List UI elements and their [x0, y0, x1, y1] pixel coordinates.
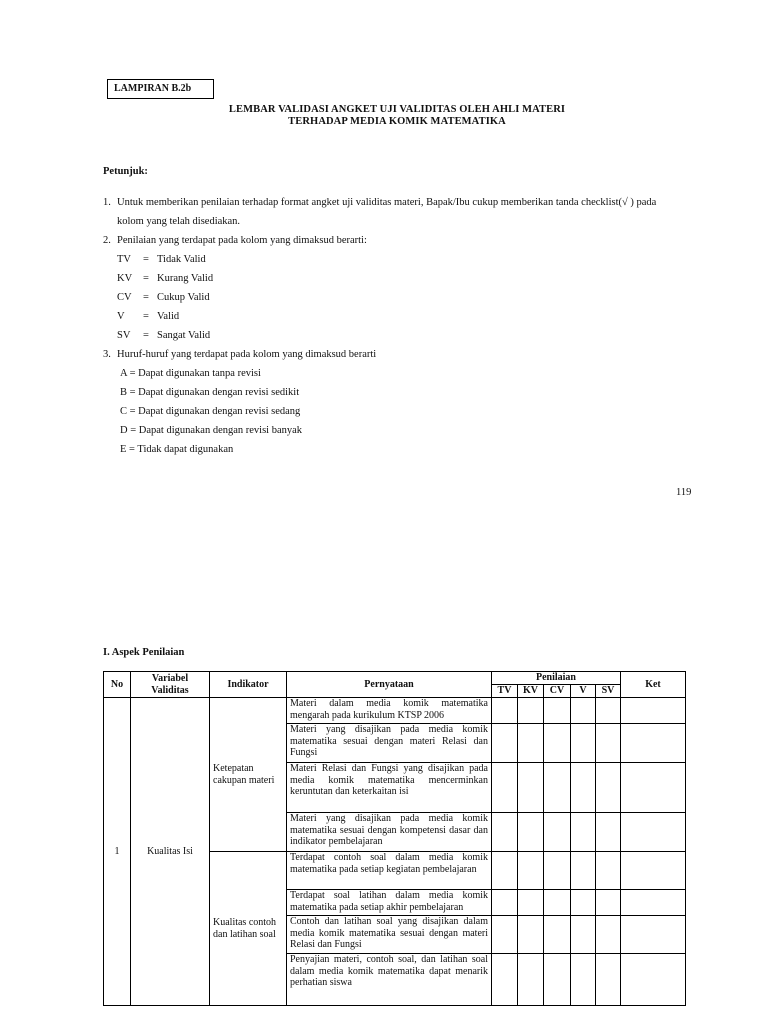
equals-sign: = — [143, 254, 149, 265]
code-row-cv — [117, 291, 210, 304]
ket-cell[interactable] — [621, 890, 686, 916]
ket-cell[interactable] — [621, 763, 686, 813]
header-score-kv: KV — [518, 685, 544, 698]
document-title: LEMBAR VALIDASI ANGKET UJI VALIDITAS OLEH AHLI MATERI — [228, 104, 566, 115]
instruction-item-2 — [103, 234, 367, 247]
equals-sign: = — [143, 330, 149, 341]
statement-cell: Terdapat contoh soal dalam media komik matematika pada setiap kegiatan pembelajaran — [287, 852, 492, 890]
code-label: SV — [117, 330, 131, 341]
instructions-heading: Petunjuk: — [103, 166, 148, 177]
statement-cell: Materi yang disajikan pada media komik matematika sesuai dengan materi Relasi dan Fungsi — [287, 724, 492, 763]
score-cell-v[interactable] — [571, 763, 596, 813]
score-cell-cv[interactable] — [544, 724, 571, 763]
letter-a: A = Dapat digunakan tanpa revisi — [120, 368, 261, 379]
score-cell-sv[interactable] — [596, 763, 621, 813]
header-ket: Ket — [621, 672, 686, 698]
score-cell-tv[interactable] — [492, 954, 518, 1006]
header-indikator: Indikator — [210, 672, 287, 698]
table-row — [104, 698, 686, 724]
assessment-table — [103, 671, 686, 1006]
score-cell-sv[interactable] — [596, 724, 621, 763]
code-meaning: Sangat Valid — [157, 330, 211, 341]
score-cell-tv[interactable] — [492, 813, 518, 852]
item-number: 1. — [103, 197, 111, 208]
score-cell-tv[interactable] — [492, 724, 518, 763]
score-cell-sv[interactable] — [596, 852, 621, 890]
score-cell-kv[interactable] — [518, 698, 544, 724]
ket-cell[interactable] — [621, 954, 686, 1006]
score-cell-v[interactable] — [571, 813, 596, 852]
header-score-tv: TV — [492, 685, 518, 698]
score-cell-cv[interactable] — [544, 916, 571, 954]
score-cell-kv[interactable] — [518, 813, 544, 852]
score-cell-v[interactable] — [571, 698, 596, 724]
score-cell-tv[interactable] — [492, 763, 518, 813]
score-cell-sv[interactable] — [596, 954, 621, 1006]
score-cell-sv[interactable] — [596, 890, 621, 916]
page-number: 119 — [676, 487, 692, 498]
header-variabel: Variabel Validitas — [131, 672, 210, 698]
statement-cell: Contoh dan latihan soal yang disajikan dalam media komik matematika sesuai dengan materi Relasi dan Fungsi — [287, 916, 492, 954]
score-cell-tv[interactable] — [492, 698, 518, 724]
ket-cell[interactable] — [621, 852, 686, 890]
row-number: 1 — [104, 698, 131, 1006]
code-label: TV — [117, 254, 131, 265]
statement-cell: Penyajian materi, contoh soal, dan latihan soal dalam media komik matematika dapat menarik perhatian siswa — [287, 954, 492, 1006]
score-cell-sv[interactable] — [596, 698, 621, 724]
equals-sign: = — [143, 311, 149, 322]
equals-sign: = — [143, 292, 149, 303]
code-row-sv — [117, 329, 210, 342]
section-heading: I. Aspek Penilaian — [103, 647, 185, 658]
instruction-item-3 — [103, 348, 376, 361]
header-score-v: V — [571, 685, 596, 698]
ket-cell[interactable] — [621, 916, 686, 954]
score-cell-v[interactable] — [571, 724, 596, 763]
code-meaning: Cukup Valid — [157, 292, 210, 303]
code-meaning: Tidak Valid — [157, 254, 206, 265]
code-label: KV — [117, 273, 133, 284]
instruction-item-1 — [103, 196, 656, 209]
instruction-text: Untuk memberikan penilaian terhadap format angket uji validitas materi, Bapak/Ibu cukup memberikan tanda checklist(√ ) pada — [117, 197, 657, 208]
indicator-cell: Ketepatan cakupan materi — [210, 698, 287, 852]
statement-cell: Materi yang disajikan pada media komik matematika sesuai dengan kompetensi dasar dan indikator pembelajaran — [287, 813, 492, 852]
score-cell-cv[interactable] — [544, 763, 571, 813]
score-cell-v[interactable] — [571, 916, 596, 954]
statement-cell: Materi Relasi dan Fungsi yang disajikan pada media komik matematika mencerminkan keruntutan dan keterkaitan isi — [287, 763, 492, 813]
score-cell-kv[interactable] — [518, 724, 544, 763]
score-cell-cv[interactable] — [544, 698, 571, 724]
letter-d: D = Dapat digunakan dengan revisi banyak — [120, 425, 303, 436]
score-cell-sv[interactable] — [596, 916, 621, 954]
score-cell-v[interactable] — [571, 890, 596, 916]
ket-cell[interactable] — [621, 813, 686, 852]
score-cell-kv[interactable] — [518, 916, 544, 954]
code-row-kv — [117, 272, 213, 285]
instruction-text: Huruf-huruf yang terdapat pada kolom yang dimaksud berarti — [117, 349, 377, 360]
score-cell-cv[interactable] — [544, 954, 571, 1006]
instruction-item-1-cont: kolom yang telah disediakan. — [117, 216, 241, 227]
statement-cell: Terdapat soal latihan dalam media komik matematika pada setiap akhir pembelajaran — [287, 890, 492, 916]
header-penilaian: Penilaian — [492, 672, 621, 685]
code-meaning: Kurang Valid — [157, 273, 214, 284]
item-number: 3. — [103, 349, 111, 360]
score-cell-cv[interactable] — [544, 813, 571, 852]
score-cell-tv[interactable] — [492, 890, 518, 916]
ket-cell[interactable] — [621, 698, 686, 724]
score-cell-cv[interactable] — [544, 890, 571, 916]
code-label: CV — [117, 292, 132, 303]
lampiran-label: LAMPIRAN B.2b — [107, 79, 214, 99]
letter-e: E = Tidak dapat digunakan — [120, 444, 234, 455]
code-row-tv — [117, 253, 206, 266]
ket-cell[interactable] — [621, 724, 686, 763]
header-score-sv: SV — [596, 685, 621, 698]
letter-b: B = Dapat digunakan dengan revisi sedikit — [120, 387, 300, 398]
score-cell-kv[interactable] — [518, 890, 544, 916]
score-cell-cv[interactable] — [544, 852, 571, 890]
letter-c: C = Dapat digunakan dengan revisi sedang — [120, 406, 301, 417]
score-cell-kv[interactable] — [518, 852, 544, 890]
code-label: V — [117, 311, 125, 322]
score-cell-tv[interactable] — [492, 916, 518, 954]
score-cell-kv[interactable] — [518, 954, 544, 1006]
instruction-text: Penilaian yang terdapat pada kolom yang dimaksud berarti: — [117, 235, 367, 246]
variabel-cell: Kualitas Isi — [131, 698, 210, 1006]
indicator-cell: Kualitas contoh dan latihan soal — [210, 852, 287, 1006]
header-no: No — [104, 672, 131, 698]
score-cell-tv[interactable] — [492, 852, 518, 890]
statement-cell: Materi dalam media komik matematika mengarah pada kurikulum KTSP 2006 — [287, 698, 492, 724]
code-row-v — [117, 310, 179, 323]
score-cell-v[interactable] — [571, 852, 596, 890]
header-score-cv: CV — [544, 685, 571, 698]
item-number: 2. — [103, 235, 111, 246]
header-pernyataan: Pernyataan — [287, 672, 492, 698]
score-cell-v[interactable] — [571, 954, 596, 1006]
score-cell-sv[interactable] — [596, 813, 621, 852]
score-cell-kv[interactable] — [518, 763, 544, 813]
equals-sign: = — [143, 273, 149, 284]
code-meaning: Valid — [157, 311, 180, 322]
document-subtitle: TERHADAP MEDIA KOMIK MATEMATIKA — [288, 116, 506, 127]
